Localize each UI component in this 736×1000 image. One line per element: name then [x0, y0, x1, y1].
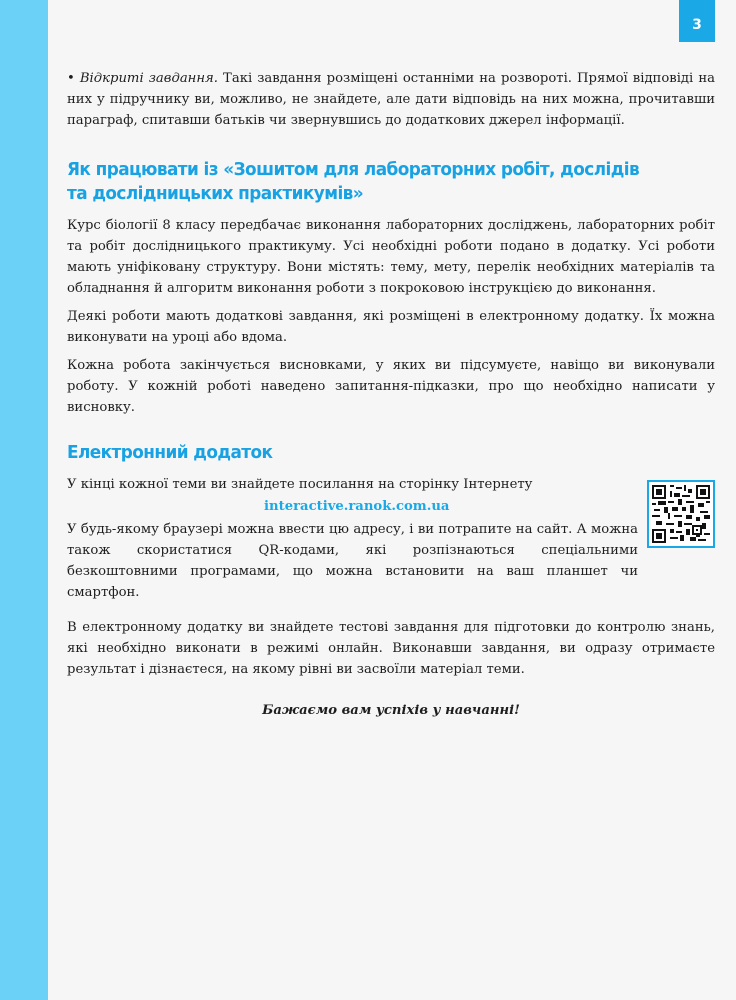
side-color-strip — [0, 0, 48, 1000]
electronic-line-1: У кінці кожної теми ви знайдете посилання на сторінку Інтернету — [67, 477, 533, 492]
qr-code[interactable] — [647, 480, 715, 548]
page-content — [67, 68, 715, 721]
lab-paragraph-2: Деякі роботи мають додаткові завдання, які розміщені в електронному додатку. Їх можна виконувати на уроці або вдома. — [67, 309, 715, 345]
page-number: 3 — [679, 0, 715, 42]
open-tasks-text: Такі завдання розміщені останніми на розвороті. Прямої відповіді на них у підручнику ви, можливо, не знайдете, але дати відповідь на них можна, прочитавши параграф, спитавши батьків чи звернувшись до додаткових джерел інформації. — [67, 71, 715, 128]
open-tasks-paragraph — [67, 68, 715, 131]
electronic-supplement-text — [67, 474, 638, 603]
open-tasks-lead: Відкриті завдання. — [79, 71, 218, 86]
electronic-supplement-block — [67, 474, 715, 603]
closing-wish: Бажаємо вам успіхів у навчанні! — [262, 703, 520, 718]
lab-paragraph-3: Кожна робота закінчується висновками, у яких ви підсумуєте, навіщо ви виконували роботу. У кожній роботі наведено запитання-підказки, про що необхідно написати у висновку. — [67, 358, 715, 415]
electronic-supplement-heading: Електронний додаток — [67, 443, 273, 463]
bullet-mark: • — [67, 71, 75, 86]
lab-notebook-heading — [67, 158, 689, 206]
lab-paragraph-1: Курс біології 8 класу передбачає виконання лабораторних досліджень, лабораторних робіт та робіт дослідницького практикуму. Усі необхідні роботи подано в додатку. Усі роботи мають уніфіковану структуру. Вони містять: тему, мету, перелік необхідних матеріалів та обладнання й алгоритм виконання роботи з покроковою інструкцією до виконання. — [67, 218, 715, 296]
qr-code-icon — [652, 485, 710, 543]
lab-heading-line-1: Як працювати із «Зошитом для лабораторних робіт, дослідів — [67, 160, 640, 180]
electronic-paragraph-2: У будь-якому браузері можна ввести цю адресу, і ви потрапите на сайт. А можна також скористатися QR-кодами, які розпізнаються спеціальними безкоштовними програмами, що можна встановити на ваш планшет чи смартфон. — [67, 522, 638, 600]
website-link[interactable]: interactive.ranok.com.ua — [264, 499, 450, 514]
electronic-paragraph-3: В електронному додатку ви знайдете тестові завдання для підготовки до контролю знань, які необхідно виконати в режимі онлайн. Виконавши завдання, ви одразу отримаєте результат і дізнаєтеся, на якому рівні ви засвоїли матеріал теми. — [67, 620, 715, 677]
lab-heading-line-2: та дослідницьких практикумів» — [67, 184, 364, 204]
